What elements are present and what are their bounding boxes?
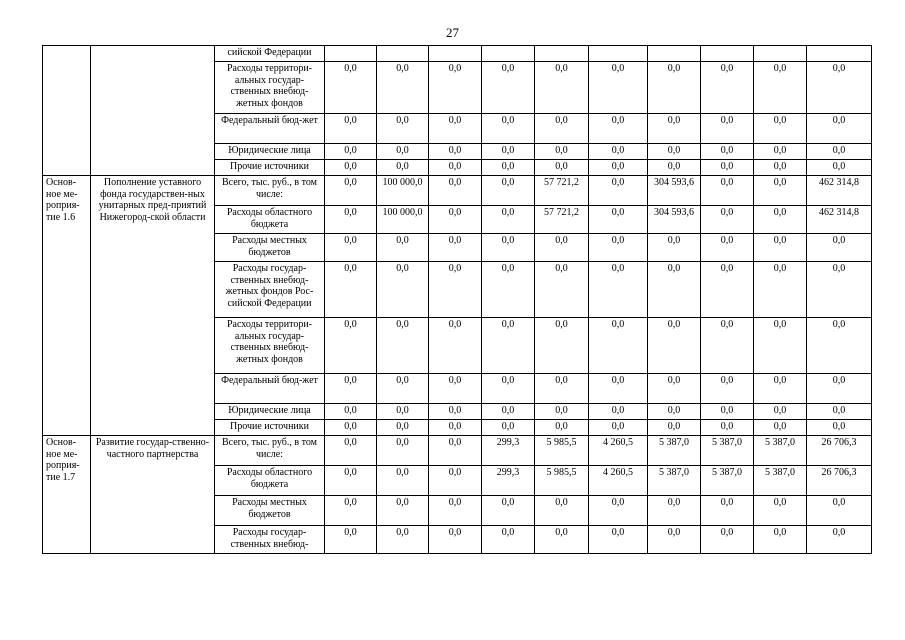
value-cell: 0,0	[807, 526, 872, 554]
value-cell: 0,0	[589, 114, 648, 144]
value-cell: 0,0	[701, 496, 754, 526]
value-cell	[429, 46, 482, 62]
value-cell	[482, 46, 535, 62]
value-cell: 4 260,5	[589, 466, 648, 496]
value-cell: 0,0	[535, 114, 589, 144]
value-cell: 0,0	[701, 420, 754, 436]
value-cell: 0,0	[325, 318, 377, 374]
value-cell	[807, 46, 872, 62]
value-cell: 0,0	[377, 318, 429, 374]
funding-source-label: Расходы территори-альных государ-ственных внебюд-жетных фондов	[215, 318, 325, 374]
value-cell: 0,0	[701, 176, 754, 206]
value-cell: 0,0	[535, 234, 589, 262]
value-cell: 0,0	[429, 404, 482, 420]
value-cell: 0,0	[325, 526, 377, 554]
value-cell: 0,0	[377, 526, 429, 554]
value-cell: 0,0	[754, 262, 807, 318]
value-cell: 0,0	[535, 262, 589, 318]
value-cell: 5 387,0	[701, 436, 754, 466]
value-cell: 0,0	[754, 496, 807, 526]
value-cell: 0,0	[648, 160, 701, 176]
value-cell: 0,0	[377, 404, 429, 420]
value-cell: 0,0	[325, 496, 377, 526]
value-cell: 0,0	[701, 234, 754, 262]
funding-source-label: Расходы государ-ственных внебюд-	[215, 526, 325, 554]
funding-source-label: Всего, тыс. руб., в том числе:	[215, 436, 325, 466]
value-cell: 57 721,2	[535, 206, 589, 234]
funding-source-label: Всего, тыс. руб., в том числе:	[215, 176, 325, 206]
funding-source-label: Расходы государ-ственных внебюд-жетных фондов Рос-сийской Федерации	[215, 262, 325, 318]
value-cell: 0,0	[589, 160, 648, 176]
value-cell: 0,0	[589, 262, 648, 318]
value-cell: 0,0	[482, 62, 535, 114]
value-cell	[325, 46, 377, 62]
value-cell: 5 387,0	[648, 436, 701, 466]
value-cell: 100 000,0	[377, 176, 429, 206]
value-cell: 0,0	[325, 436, 377, 466]
value-cell: 0,0	[429, 526, 482, 554]
value-cell: 26 706,3	[807, 436, 872, 466]
value-cell: 0,0	[754, 318, 807, 374]
table-row	[43, 436, 872, 466]
value-cell: 5 387,0	[754, 436, 807, 466]
value-cell: 0,0	[429, 262, 482, 318]
value-cell: 0,0	[482, 160, 535, 176]
value-cell: 0,0	[535, 144, 589, 160]
value-cell: 0,0	[589, 206, 648, 234]
value-cell: 0,0	[325, 466, 377, 496]
value-cell: 0,0	[589, 420, 648, 436]
value-cell: 0,0	[429, 318, 482, 374]
value-cell: 0,0	[482, 114, 535, 144]
value-cell: 0,0	[482, 234, 535, 262]
value-cell: 57 721,2	[535, 176, 589, 206]
value-cell: 0,0	[807, 496, 872, 526]
value-cell: 0,0	[377, 496, 429, 526]
value-cell: 0,0	[589, 234, 648, 262]
funding-source-label: сийской Федерации	[215, 46, 325, 62]
value-cell	[535, 46, 589, 62]
value-cell: 0,0	[701, 374, 754, 404]
value-cell: 0,0	[648, 526, 701, 554]
funding-source-label: Юридические лица	[215, 404, 325, 420]
value-cell: 0,0	[482, 374, 535, 404]
value-cell: 0,0	[648, 262, 701, 318]
value-cell: 0,0	[482, 318, 535, 374]
value-cell: 0,0	[807, 62, 872, 114]
funding-source-label: Расходы местных бюджетов	[215, 234, 325, 262]
value-cell: 462 314,8	[807, 206, 872, 234]
value-cell: 0,0	[807, 374, 872, 404]
value-cell: 0,0	[589, 404, 648, 420]
measure-name-cell	[91, 46, 215, 176]
value-cell	[754, 46, 807, 62]
value-cell: 100 000,0	[377, 206, 429, 234]
value-cell: 0,0	[701, 114, 754, 144]
funding-source-label: Расходы территори-альных государ-ственных внебюд-жетных фондов	[215, 62, 325, 114]
value-cell: 0,0	[589, 496, 648, 526]
value-cell: 0,0	[589, 374, 648, 404]
funding-source-label: Федеральный бюд-жет	[215, 374, 325, 404]
value-cell: 0,0	[648, 404, 701, 420]
value-cell: 0,0	[648, 420, 701, 436]
value-cell: 0,0	[701, 144, 754, 160]
funding-source-label: Расходы областного бюджета	[215, 466, 325, 496]
value-cell: 0,0	[377, 160, 429, 176]
value-cell: 0,0	[648, 318, 701, 374]
value-cell: 0,0	[325, 144, 377, 160]
value-cell: 0,0	[325, 374, 377, 404]
value-cell: 462 314,8	[807, 176, 872, 206]
value-cell: 0,0	[648, 374, 701, 404]
value-cell: 0,0	[754, 160, 807, 176]
value-cell: 0,0	[754, 144, 807, 160]
value-cell: 0,0	[377, 466, 429, 496]
value-cell: 0,0	[429, 206, 482, 234]
value-cell: 0,0	[701, 318, 754, 374]
value-cell: 0,0	[377, 114, 429, 144]
value-cell: 0,0	[807, 318, 872, 374]
value-cell	[648, 46, 701, 62]
value-cell: 299,3	[482, 436, 535, 466]
value-cell: 0,0	[482, 526, 535, 554]
value-cell: 0,0	[535, 62, 589, 114]
value-cell: 0,0	[754, 234, 807, 262]
value-cell: 304 593,6	[648, 206, 701, 234]
measure-code-cell: Основ-ное ме-роприя-тие 1.6	[43, 176, 91, 436]
value-cell: 0,0	[648, 114, 701, 144]
table-row	[43, 176, 872, 206]
value-cell: 0,0	[648, 496, 701, 526]
value-cell: 0,0	[648, 234, 701, 262]
funding-source-label: Расходы областного бюджета	[215, 206, 325, 234]
value-cell	[377, 46, 429, 62]
value-cell: 0,0	[429, 176, 482, 206]
value-cell: 0,0	[754, 206, 807, 234]
value-cell: 0,0	[377, 234, 429, 262]
value-cell: 304 593,6	[648, 176, 701, 206]
value-cell: 0,0	[754, 420, 807, 436]
value-cell: 0,0	[482, 206, 535, 234]
value-cell: 0,0	[535, 160, 589, 176]
value-cell: 0,0	[429, 374, 482, 404]
value-cell: 0,0	[325, 62, 377, 114]
value-cell: 0,0	[589, 62, 648, 114]
value-cell: 0,0	[482, 420, 535, 436]
value-cell	[589, 46, 648, 62]
value-cell: 5 985,5	[535, 436, 589, 466]
value-cell: 0,0	[429, 466, 482, 496]
value-cell: 0,0	[648, 144, 701, 160]
value-cell: 0,0	[807, 144, 872, 160]
value-cell: 0,0	[754, 526, 807, 554]
value-cell: 0,0	[377, 262, 429, 318]
value-cell: 0,0	[377, 144, 429, 160]
value-cell: 0,0	[535, 526, 589, 554]
value-cell: 0,0	[807, 234, 872, 262]
value-cell: 0,0	[535, 374, 589, 404]
value-cell: 0,0	[754, 374, 807, 404]
measure-code-cell	[43, 46, 91, 176]
funding-source-label: Прочие источники	[215, 420, 325, 436]
value-cell: 0,0	[482, 496, 535, 526]
value-cell: 0,0	[535, 496, 589, 526]
value-cell: 0,0	[754, 176, 807, 206]
value-cell: 0,0	[325, 160, 377, 176]
value-cell: 0,0	[807, 114, 872, 144]
value-cell: 0,0	[429, 234, 482, 262]
value-cell: 0,0	[325, 262, 377, 318]
measure-name-cell: Развитие государ-ственно-частного партнерства	[91, 436, 215, 554]
funding-source-label: Федеральный бюд-жет	[215, 114, 325, 144]
value-cell: 0,0	[325, 420, 377, 436]
value-cell: 0,0	[429, 144, 482, 160]
value-cell: 0,0	[807, 420, 872, 436]
value-cell: 4 260,5	[589, 436, 648, 466]
value-cell: 0,0	[589, 176, 648, 206]
value-cell: 0,0	[589, 144, 648, 160]
value-cell: 0,0	[325, 206, 377, 234]
value-cell: 0,0	[429, 160, 482, 176]
value-cell: 0,0	[754, 114, 807, 144]
value-cell: 0,0	[377, 436, 429, 466]
value-cell: 0,0	[701, 62, 754, 114]
value-cell: 0,0	[482, 176, 535, 206]
funding-source-label: Прочие источники	[215, 160, 325, 176]
value-cell: 0,0	[377, 374, 429, 404]
measure-code-cell: Основ-ное ме-роприя-тие 1.7	[43, 436, 91, 554]
table-body	[43, 46, 872, 554]
value-cell: 0,0	[429, 436, 482, 466]
value-cell: 0,0	[325, 404, 377, 420]
value-cell: 26 706,3	[807, 466, 872, 496]
value-cell: 0,0	[429, 62, 482, 114]
value-cell: 0,0	[807, 262, 872, 318]
value-cell: 0,0	[377, 62, 429, 114]
value-cell: 0,0	[482, 144, 535, 160]
value-cell: 0,0	[535, 318, 589, 374]
value-cell: 0,0	[535, 404, 589, 420]
value-cell: 0,0	[754, 62, 807, 114]
value-cell: 0,0	[589, 526, 648, 554]
value-cell: 0,0	[482, 262, 535, 318]
value-cell: 0,0	[754, 404, 807, 420]
table-row	[43, 46, 872, 62]
value-cell: 0,0	[807, 404, 872, 420]
value-cell: 299,3	[482, 466, 535, 496]
funding-source-label: Расходы местных бюджетов	[215, 496, 325, 526]
value-cell: 0,0	[648, 62, 701, 114]
value-cell: 5 387,0	[754, 466, 807, 496]
value-cell: 0,0	[701, 526, 754, 554]
page-number: 27	[446, 25, 459, 40]
value-cell: 0,0	[701, 206, 754, 234]
value-cell: 0,0	[701, 160, 754, 176]
value-cell: 0,0	[429, 496, 482, 526]
value-cell: 5 387,0	[701, 466, 754, 496]
value-cell: 0,0	[701, 404, 754, 420]
value-cell: 0,0	[325, 234, 377, 262]
value-cell: 0,0	[429, 420, 482, 436]
funding-source-label: Юридические лица	[215, 144, 325, 160]
value-cell: 0,0	[589, 318, 648, 374]
value-cell: 5 387,0	[648, 466, 701, 496]
value-cell: 0,0	[325, 114, 377, 144]
value-cell: 0,0	[535, 420, 589, 436]
value-cell: 0,0	[701, 262, 754, 318]
value-cell	[701, 46, 754, 62]
measure-name-cell: Пополнение уставного фонда государствен-ных унитарных пред-приятий Нижегород-ской области	[91, 176, 215, 436]
value-cell: 0,0	[377, 420, 429, 436]
value-cell: 0,0	[807, 160, 872, 176]
value-cell: 0,0	[482, 404, 535, 420]
value-cell: 5 985,5	[535, 466, 589, 496]
budget-table	[42, 45, 872, 554]
value-cell: 0,0	[325, 176, 377, 206]
value-cell: 0,0	[429, 114, 482, 144]
